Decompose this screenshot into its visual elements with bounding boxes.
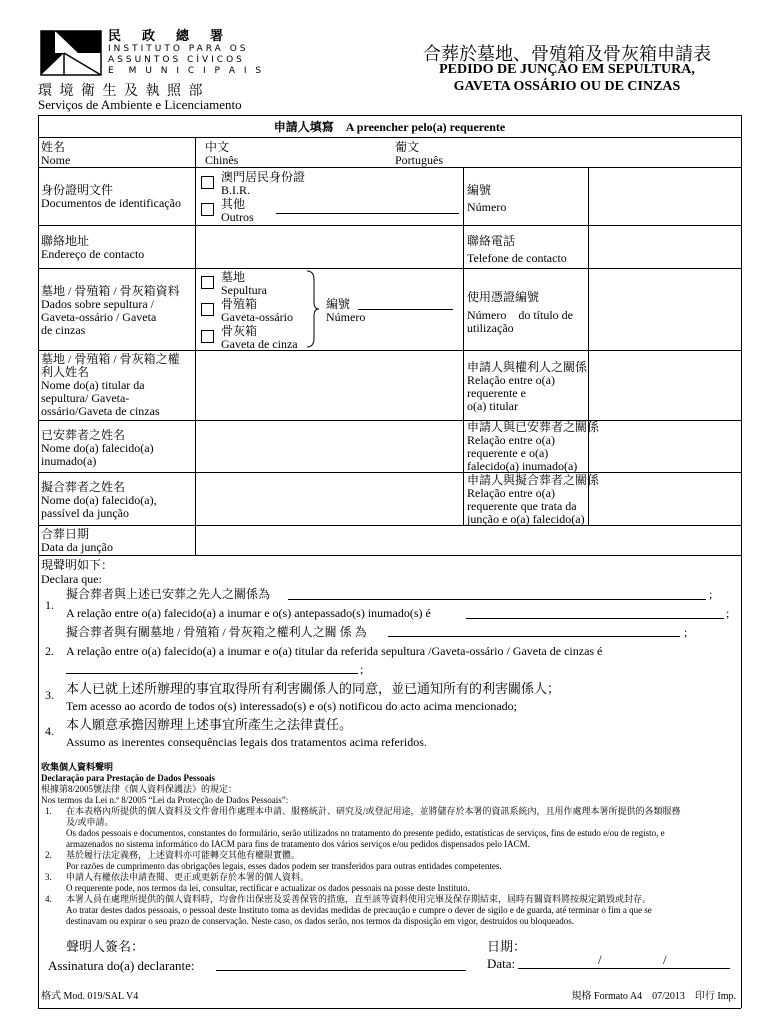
rel-holder-field[interactable] <box>592 353 737 417</box>
declaration-1-cn-semicolon: ; <box>709 587 713 601</box>
rel-deceased-label-cn: 申請人與已安葬者之關係 <box>467 420 600 434</box>
institute-name-cn: 民 政 總 署 <box>108 28 228 43</box>
to-bury-name-field[interactable] <box>199 475 459 522</box>
rel-to-bury-label-pt-1: Relação entre o(a) <box>467 486 555 500</box>
holder-name-field[interactable] <box>199 353 459 417</box>
form-title-pt-2: GAVETA OSSÁRIO OU DE CINZAS <box>453 79 681 94</box>
rel-holder-label-cn: 申請人與權利人之關係 <box>467 360 588 374</box>
rel-deceased-field[interactable] <box>592 423 737 469</box>
rel-holder-label-pt-1: Relação entre o(a) <box>467 373 555 387</box>
privacy-4-pt-2: destinavam ou expirar o seu prazo de conservação. Neste caso, os dados serão, nos termos da disposição em vigor, destruídos ou bloqueados. <box>66 916 575 926</box>
privacy-title-cn: 收集個人資料聲明 <box>41 762 114 772</box>
form-title-cn: 合葬於墓地、骨殖箱及骨灰箱申請表 <box>423 44 711 64</box>
date-slash-2: / <box>663 952 667 967</box>
id-doc-label-pt: Documentos de identificação <box>41 196 181 210</box>
phone-label-cn: 聯絡電話 <box>467 234 516 248</box>
declaration-number-2: 2. <box>45 644 54 658</box>
deceased-label-pt-2: inumado(a) <box>41 454 97 468</box>
phone-field[interactable] <box>592 228 737 266</box>
name-label-cn: 姓名 <box>41 140 66 154</box>
junction-date-label-pt: Data da junção <box>41 540 113 554</box>
rel-to-bury-label-pt-2: requerente que trata da <box>467 499 577 513</box>
id-number-label-pt: Número <box>467 200 507 214</box>
declaration-1-pt-field[interactable] <box>466 618 724 619</box>
declaration-2-pt-field[interactable] <box>66 673 358 674</box>
sign-date-field[interactable] <box>518 968 730 969</box>
privacy-law-cn: 根據第8/2005號法律《個人資料保護法》的規定： <box>41 784 238 794</box>
privacy-2-pt: Por razões de cumprimento das obrigações legais, esses dados podem ser transferidos para outras entidades competentes. <box>66 861 502 871</box>
declaration-2-cn: 擬合葬者與有關墓地 / 骨殖箱 / 骨灰箱之權利人之關 係 為 <box>66 625 367 639</box>
privacy-number-4: 4. <box>45 894 52 904</box>
right-brace-icon <box>306 270 320 348</box>
privacy-1-pt-2: armazenados no sistema informático do IACM para fins de tratamento dos vários serviços e/ou pedidos dispensados pelo IACM. <box>66 839 530 849</box>
portuguese-label-pt: Português <box>395 153 443 167</box>
privacy-3-pt: O requerente pode, nos termos da lei, consultar, rectificar e actualizar os dados pessoais na posse deste Instituto. <box>66 883 470 893</box>
name-label-pt: Nome <box>41 153 71 167</box>
chinese-label-pt: Chinês <box>205 153 239 167</box>
grave-number-label-cn: 編號 <box>326 297 351 311</box>
bir-label-cn: 澳門居民身份證 <box>221 170 306 184</box>
declaration-3-cn: 本人已就上述所辦理的事宜取得所有利害關係人的同意，並已通知所有的利害關係人； <box>66 681 561 696</box>
privacy-number-2: 2. <box>45 850 52 860</box>
footer-form-code: 格式 Mod. 019/SAL V4 <box>41 991 139 1002</box>
declaration-1-cn: 擬合葬者與上述已安葬之先人之關係為 <box>66 587 271 601</box>
deceased-label-pt-1: Nome do(a) falecido(a) <box>41 441 154 455</box>
department-name-pt: Serviços de Ambiente e Licenciamento <box>38 97 242 112</box>
rel-to-bury-field[interactable] <box>592 475 737 522</box>
title-number-label-pt-1: Número do título de <box>467 308 573 322</box>
privacy-1-cn-1: 在本表格內所提供的個人資料及文件會用作處理本申請、服務統計、研究及/或登記用途，並將儲存於本署的資訊系統內，且用作處理本署所提供的各類服務 <box>66 806 681 816</box>
ossario-label-cn: 骨殖箱 <box>221 297 258 311</box>
logo <box>40 30 102 76</box>
privacy-4-pt-1: Ao tratar destes dados pessoais, o pessoal deste Instituto toma as devidas medidas de precaução e cumpre o dever de sigilo e de guarda, até terminar o fim a que se <box>66 905 652 915</box>
signature-label-cn: 聲明人簽名： <box>66 939 145 954</box>
ossario-checkbox[interactable] <box>201 303 214 316</box>
sepultura-label-pt: Sepultura <box>221 283 267 297</box>
grave-data-label-pt-2: Gaveta-ossário / Gaveta <box>41 310 157 324</box>
sign-date-label-cn: 日期： <box>487 939 527 954</box>
bir-label-pt: B.I.R. <box>221 183 251 197</box>
cinzas-label-pt: Gaveta de cinza <box>221 337 298 351</box>
footer-format-info: 規格 Formato A4 07/2013 印行 Imp. <box>571 991 736 1002</box>
institute-name-pt-3: E M U N I C I P A I S <box>108 66 265 76</box>
rel-holder-label-pt-2: requerente e <box>467 386 526 400</box>
institute-name-pt-1: INSTITUTO PARA OS <box>108 44 249 54</box>
privacy-law-pt: Nos termos da Lei n.º 8/2005 “Lei da Protecção de Dados Pessoais”: <box>41 795 289 805</box>
privacy-1-cn-2: 及/或申請。 <box>66 817 114 827</box>
sepultura-checkbox[interactable] <box>201 276 214 289</box>
id-number-label-cn: 編號 <box>467 183 492 197</box>
bir-checkbox[interactable] <box>201 176 214 189</box>
privacy-2-cn: 基於履行法定義務，上述資料亦可能轉交其他有權限實體。 <box>66 850 301 860</box>
declaration-2-pt-semicolon: ; <box>360 662 364 676</box>
title-number-field[interactable] <box>592 271 737 347</box>
institute-name-pt-2: ASSUNTOS CÍVICOS <box>108 55 245 65</box>
sepultura-label-cn: 墓地 <box>221 270 246 284</box>
grave-data-label-cn: 墓地 / 骨殖箱 / 骨灰箱資料 <box>41 284 180 298</box>
other-doc-label-pt: Outros <box>221 210 254 224</box>
holder-label-pt-2: sepultura/ Gaveta- <box>41 391 130 405</box>
declaration-3-pt: Tem acesso ao acordo de todos o(s) interessado(s) e o(s) notificou do acto acima mencionado; <box>66 699 518 713</box>
declaration-2-cn-field[interactable] <box>388 636 680 637</box>
declaration-1-cn-field[interactable] <box>288 599 706 600</box>
other-doc-field[interactable] <box>276 213 459 214</box>
rel-deceased-label-pt-3: falecido(a) inumado(a) <box>467 459 578 473</box>
holder-label-pt-1: Nome do(a) titular da <box>41 378 145 392</box>
deceased-name-field[interactable] <box>199 423 459 469</box>
declaration-4-pt: Assumo as inerentes consequências legais dos tratamentos acima referidos. <box>66 735 427 749</box>
to-bury-label-pt-2: passível da junção <box>41 506 129 520</box>
to-bury-label-pt-1: Nome do(a) falecido(a), <box>41 493 157 507</box>
form-title-pt-1: PEDIDO DE JUNÇÃO EM SEPULTURA, <box>439 62 695 77</box>
privacy-1-pt-1: Os dados pessoais e documentos, constantes do formulário, serão utilizados no tratamento do presente pedido, estatísticas de serviços, fins de estudo e/ou de registo, e <box>66 828 665 838</box>
declaration-intro-cn: 現聲明如下： <box>41 558 114 572</box>
department-name-cn: 環 境 衛 生 及 執 照 部 <box>38 84 205 99</box>
name-chinese-field[interactable] <box>260 140 390 165</box>
rel-holder-label-pt-3: o(a) titular <box>467 399 518 413</box>
portuguese-label-cn: 葡文 <box>395 140 420 154</box>
privacy-number-1: 1. <box>45 806 52 816</box>
privacy-number-3: 3. <box>45 872 52 882</box>
cinzas-label-cn: 骨灰箱 <box>221 324 258 338</box>
declaration-1-pt: A relação entre o(a) falecido(a) a inumar e o(s) antepassado(s) inumado(s) é <box>66 606 431 620</box>
phone-label-pt: Telefone de contacto <box>467 251 567 265</box>
privacy-title-pt: Declaração para Prestação de Dados Pessoais <box>41 773 216 783</box>
address-label-pt: Endereço de contacto <box>41 247 145 261</box>
deceased-label-cn: 已安葬者之姓名 <box>41 428 126 442</box>
title-number-label-pt-2: utilização <box>467 321 514 335</box>
to-bury-label-cn: 擬合葬者之姓名 <box>41 480 126 494</box>
holder-label-pt-3: ossário/Gaveta de cinzas <box>41 404 160 418</box>
declaration-2-pt: A relação entre o(a) falecido(a) a inumar e o(a) titular da referida sepultura /Gaveta-ossário / Gaveta de cinzas é <box>66 644 603 658</box>
address-label-cn: 聯絡地址 <box>41 234 90 248</box>
signature-field[interactable] <box>216 970 466 971</box>
cinzas-checkbox[interactable] <box>201 330 214 343</box>
declaration-number-1: 1. <box>45 598 54 612</box>
rel-to-bury-label-cn: 申請人與擬合葬者之關係 <box>467 473 600 487</box>
section-header: 申請人填寫 A preencher pelo(a) requerente <box>273 120 506 134</box>
other-doc-label-cn: 其他 <box>221 197 246 211</box>
title-number-label-cn: 使用憑證編號 <box>467 290 540 304</box>
declaration-1-pt-semicolon: ; <box>726 606 730 620</box>
name-portuguese-field[interactable] <box>460 140 735 165</box>
date-slash-1: / <box>598 952 602 967</box>
declaration-intro-pt: Declara que: <box>41 572 102 586</box>
id-doc-label-cn: 身份證明文件 <box>41 183 114 197</box>
iacm-logo-icon <box>40 30 102 76</box>
declaration-number-3: 3. <box>45 688 54 702</box>
rel-to-bury-label-pt-3: junção e o(a) falecido(a) <box>467 512 585 526</box>
id-number-field[interactable] <box>592 170 737 222</box>
junction-date-label-cn: 合葬日期 <box>41 527 90 541</box>
rel-deceased-label-pt-2: requerente e o(a) <box>467 446 549 460</box>
declaration-2-cn-semicolon: ; <box>684 625 688 639</box>
privacy-4-cn: 本署人員在處理所提供的個人資料時，均會作出保密及妥善保管的措施，直至該等資料使用完畢及保存期結束，屆時有關資料將按規定銷毀或封存。 <box>66 894 652 904</box>
grave-number-field[interactable] <box>358 309 453 310</box>
rel-deceased-label-pt-1: Relação entre o(a) <box>467 433 555 447</box>
grave-data-label-pt-1: Dados sobre sepultura / <box>41 297 154 311</box>
address-field[interactable] <box>199 228 459 266</box>
ossario-label-pt: Gaveta-ossário <box>221 310 293 324</box>
privacy-3-cn: 申請人有權依法申請查閱、更正或更新存於本署的個人資料。 <box>66 872 310 882</box>
holder-label-cn-1: 墓地 / 骨殖箱 / 骨灰箱之權 <box>41 352 180 366</box>
grave-number-label-pt: Número <box>326 310 366 324</box>
declaration-number-4: 4. <box>45 724 54 738</box>
chinese-label-cn: 中文 <box>205 140 230 154</box>
holder-label-cn-2: 利人姓名 <box>41 365 90 379</box>
signature-label-pt: Assinatura do(a) declarante: <box>48 958 195 973</box>
declaration-4-cn: 本人願意承擔因辦理上述事宜所產生之法律責任。 <box>66 717 353 732</box>
other-doc-checkbox[interactable] <box>201 203 214 216</box>
grave-data-label-pt-3: de cinzas <box>41 323 86 337</box>
junction-date-field[interactable] <box>199 528 737 552</box>
sign-date-label-pt: Data: <box>487 956 516 971</box>
